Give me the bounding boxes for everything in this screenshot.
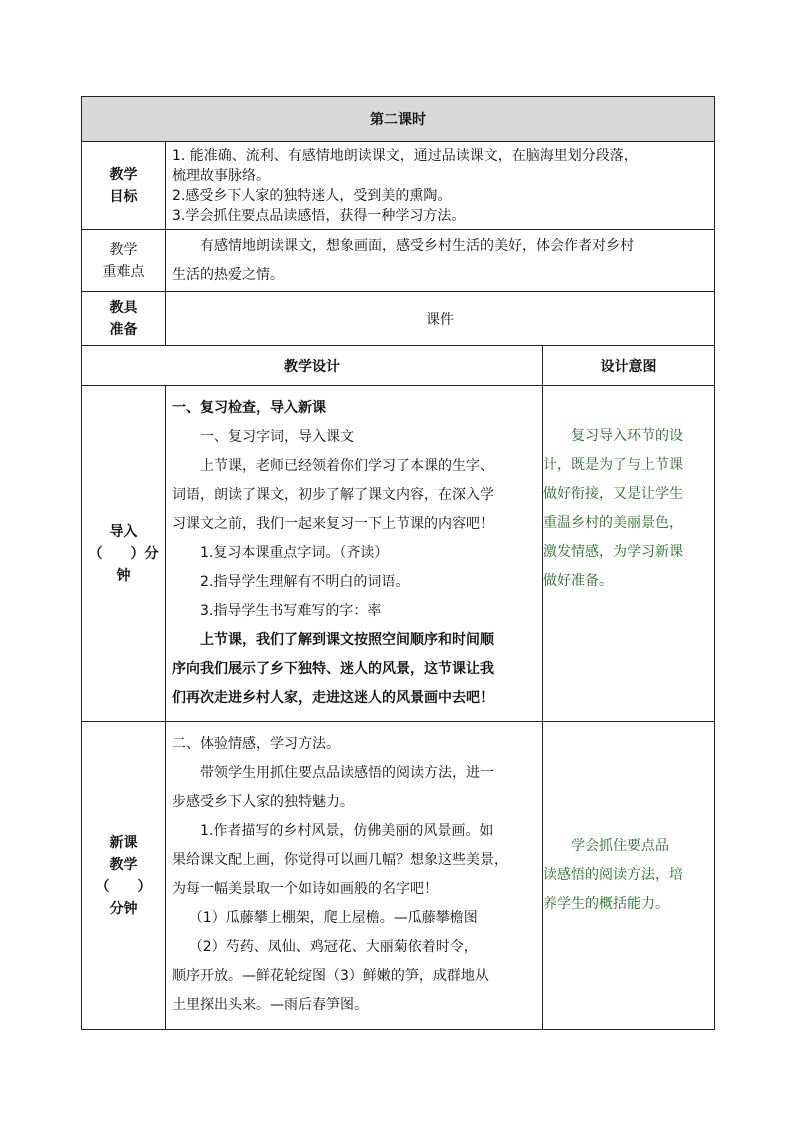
goals-label xyxy=(82,142,166,230)
newlesson-line: 土里探出头来。—雨后春笋图。 xyxy=(172,997,368,1013)
keypoints-line: 生活的热爱之情。 xyxy=(172,266,284,283)
intro-label xyxy=(82,386,166,722)
intro-line: 3.指导学生书写难写的字：率 xyxy=(200,603,382,619)
intro-label-line3: 钟 xyxy=(116,567,131,584)
intro-line: 上节课，我们了解到课文按照空间顺序和时间顺 xyxy=(200,632,494,648)
intro-line: 们再次走进乡村人家，走进这迷人的风景画中去吧！ xyxy=(172,690,494,706)
goal-line: 2.感受乡下人家的独特迷人，受到美的熏陶。 xyxy=(172,187,452,204)
newlesson-content xyxy=(166,722,543,1030)
keypoints-line: 有感情地朗读课文，想象画面，感受乡村生活的美好，体会作者对乡村 xyxy=(200,237,634,254)
keypoints-label xyxy=(82,230,166,292)
materials-label-line2: 准备 xyxy=(109,321,138,338)
intent-header: 设计意图 xyxy=(543,346,715,386)
newlesson-label xyxy=(82,722,166,1030)
keypoints-label-line1: 教学 xyxy=(109,241,138,258)
intro-label-line2: （ ）分 xyxy=(88,545,159,562)
goal-line: 3.学会抓住要点品读感悟，获得一种学习方法。 xyxy=(172,207,466,224)
intro-line: 2.指导学生理解有不明白的词语。 xyxy=(200,574,410,590)
lesson-plan-table xyxy=(81,96,715,1030)
intro-line: 序向我们展示了乡下独特、迷人的风景，这节课让我 xyxy=(172,661,494,677)
intro-intent xyxy=(543,386,715,722)
goals-label-line1: 教学 xyxy=(109,166,138,183)
newlesson-intent xyxy=(543,722,715,1030)
keypoints-content xyxy=(166,230,715,292)
newlesson-label-line3: （ ） xyxy=(95,878,152,895)
design-header: 教学设计 xyxy=(82,346,543,386)
newlesson-label-line4: 分钟 xyxy=(109,900,138,917)
intro-line: 上节课，老师已经领着你们学习了本课的生字、 xyxy=(200,458,494,474)
newlesson-line: 果给课文配上画，你觉得可以画几幅？想象这些美景， xyxy=(172,852,508,868)
lesson-title: 第二课时 xyxy=(82,97,715,142)
goal-line: 1. 能准确、流利、有感情地朗读课文，通过品读课文，在脑海里划分段落， xyxy=(172,147,638,164)
newlesson-line: 带领学生用抓住要点品读感悟的阅读方法，进一 xyxy=(200,765,494,781)
newlesson-line: 顺序开放。—鲜花轮绽图（3）鲜嫩的笋，成群地从 xyxy=(172,968,489,984)
intent-line: 计，既是为了与上节课 xyxy=(543,457,683,473)
intent-line: 激发情感，为学习新课 xyxy=(543,544,683,560)
intent-line: 重温乡村的美丽景色， xyxy=(543,515,683,531)
newlesson-label-line1: 新课 xyxy=(109,834,138,851)
newlesson-line: 为每一幅美景取一个如诗如画般的名字吧！ xyxy=(172,881,438,897)
intent-line: 做好衔接，又是让学生 xyxy=(543,486,683,502)
goals-label-line2: 目标 xyxy=(109,188,138,205)
intro-content xyxy=(166,386,543,722)
keypoints-label-line2: 重难点 xyxy=(102,263,145,280)
intent-line: 复习导入环节的设 xyxy=(571,428,683,444)
goal-line: 梳理故事脉络。 xyxy=(172,167,270,184)
materials-label xyxy=(82,292,166,346)
intro-label-line1: 导入 xyxy=(109,523,138,540)
materials-value: 课件 xyxy=(166,292,715,346)
newlesson-heading: 二、体验情感，学习方法。 xyxy=(172,736,340,752)
intro-heading: 一、复习检查，导入新课 xyxy=(172,400,326,416)
intro-line: 词语，朗读了课文，初步了解了课文内容，在深入学 xyxy=(172,487,494,503)
intent-line: 读感悟的阅读方法，培 xyxy=(543,867,683,883)
newlesson-line: 1.作者描写的乡村风景，仿佛美丽的风景画。如 xyxy=(200,823,494,839)
newlesson-line: （1）瓜藤攀上棚架，爬上屋檐。—瓜藤攀檐图 xyxy=(188,910,478,926)
newlesson-line: 步感受乡下人家的独特魅力。 xyxy=(172,794,354,810)
intro-line: 习课文之前，我们一起来复习一下上节课的内容吧！ xyxy=(172,516,494,532)
intent-line: 养学生的概括能力。 xyxy=(543,896,669,912)
newlesson-label-line2: 教学 xyxy=(109,856,138,873)
intro-line: 1.复习本课重点字词。（齐读） xyxy=(200,545,389,561)
newlesson-line: （2）芍药、凤仙、鸡冠花、大丽菊依着时令， xyxy=(188,939,478,955)
intent-line: 做好准备。 xyxy=(543,573,613,589)
materials-label-line1: 教具 xyxy=(109,299,138,316)
intent-line: 学会抓住要点品 xyxy=(571,838,669,854)
intro-line: 一、复习字词，导入课文 xyxy=(200,429,354,445)
goals-content xyxy=(166,142,715,230)
